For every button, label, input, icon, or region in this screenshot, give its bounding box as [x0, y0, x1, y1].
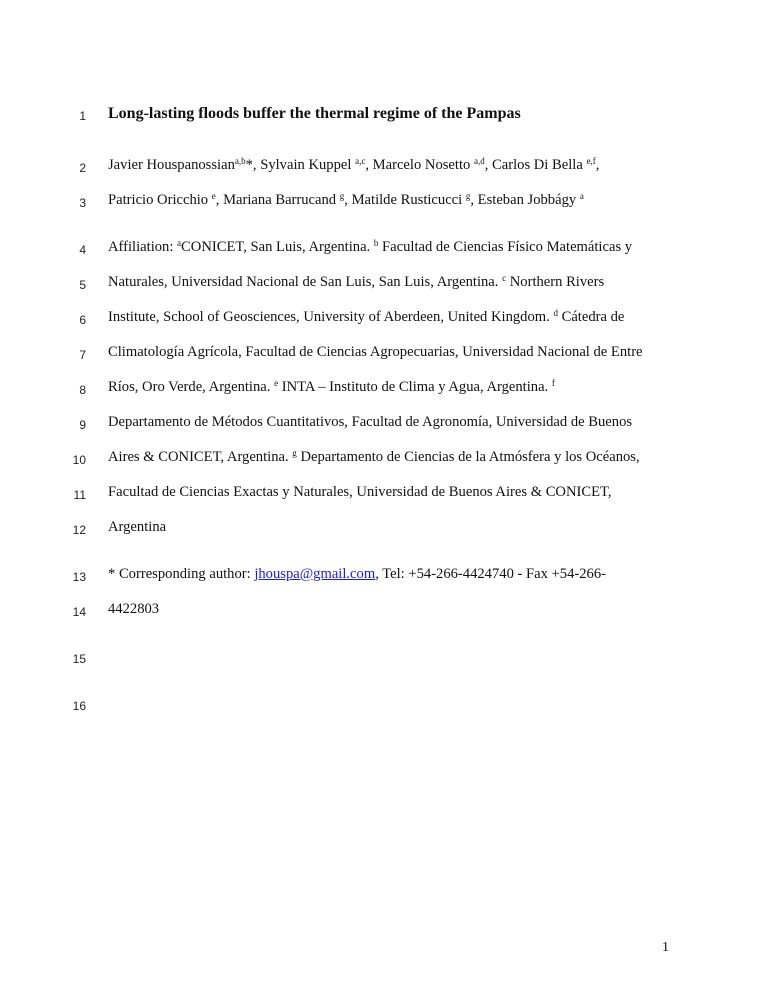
line-number: 10 [72, 453, 86, 467]
line-number: 1 [79, 109, 86, 123]
affiliation-line: Climatología Agrícola, Facultad de Ciencias Agropecuarias, Universidad Nacional de Entre [108, 344, 643, 360]
corresponding-author-line: 4422803 [108, 601, 160, 617]
affiliation-marker: a [579, 191, 584, 201]
author-name: , Sylvain Kuppel [252, 157, 352, 173]
line-number: 15 [72, 652, 86, 666]
affiliation-text: Institute, School of Geosciences, University of Aberdeen, United Kingdom. [108, 309, 554, 325]
affiliation-marker: f [551, 378, 555, 388]
affiliation-text: Departamento de Ciencias de la Atmósfera y los Océanos, [296, 449, 640, 465]
affiliation-marker: e [274, 378, 279, 388]
author-name: , Matilde Rusticucci [344, 192, 463, 208]
line-number: 12 [72, 523, 86, 537]
affiliation-label: Affiliation: [108, 239, 178, 255]
line-number: 13 [72, 570, 86, 584]
affiliation-marker: d [553, 308, 558, 318]
line-number: 5 [79, 278, 86, 292]
author-name: , Carlos Di Bella [484, 157, 583, 173]
line-number: 6 [79, 313, 86, 327]
affiliation-line [108, 449, 640, 466]
contact-numbers: , Tel: +54-266-4424740 - Fax +54-266- [375, 566, 606, 582]
author-name: , Esteban Jobbágy [470, 192, 577, 208]
author-name: Patricio Oricchio [108, 192, 209, 208]
affiliation-line: Argentina [108, 519, 167, 535]
author-line [108, 192, 584, 209]
author-name: Javier Houspanossian [108, 157, 235, 173]
punctuation: , [595, 157, 600, 173]
affiliation-text: Cátedra de [557, 309, 625, 325]
line-number: 8 [79, 383, 86, 397]
line-number: 14 [72, 605, 86, 619]
page-number: 1 [662, 940, 669, 955]
affiliation-text: INTA – Instituto de Clima y Agua, Argentina. [278, 379, 552, 395]
line-number: 16 [72, 699, 86, 713]
affiliation-marker: a,c [355, 156, 366, 166]
email-link[interactable]: jhouspa@gmail.com [254, 566, 376, 582]
affiliation-marker: e,f [586, 156, 596, 166]
affiliation-line: Facultad de Ciencias Exactas y Naturales, Universidad de Buenos Aires & CONICET, [108, 484, 612, 500]
corresponding-marker: * [245, 157, 253, 173]
affiliation-line: Departamento de Métodos Cuantitativos, Facultad de Agronomía, Universidad de Buenos [108, 414, 633, 430]
affiliation-marker: c [502, 273, 507, 283]
affiliation-marker: e [211, 191, 216, 201]
affiliation-marker: g [339, 191, 345, 201]
affiliation-text: CONICET, San Luis, Argentina. [181, 239, 374, 255]
affiliation-text: Naturales, Universidad Nacional de San Luis, San Luis, Argentina. [108, 274, 503, 290]
affiliation-marker: g [292, 448, 297, 458]
line-number: 3 [79, 196, 86, 210]
affiliation-line [108, 274, 604, 291]
paper-title: Long-lasting floods buffer the thermal regime of the Pampas [108, 105, 521, 122]
affiliation-line [108, 379, 555, 396]
author-line [108, 157, 599, 174]
affiliation-marker: b [373, 238, 379, 248]
author-name: , Mariana Barrucand [215, 192, 337, 208]
affiliation-text: Northern Rivers [506, 274, 605, 290]
affiliation-line [108, 239, 632, 256]
affiliation-marker: g [465, 191, 471, 201]
author-name: , Marcelo Nosetto [365, 157, 471, 173]
line-number: 2 [79, 161, 86, 175]
affiliation-text: Aires & CONICET, Argentina. [108, 449, 293, 465]
affiliation-line [108, 309, 624, 326]
corresponding-author-line [108, 566, 606, 583]
affiliation-marker: a,b [234, 156, 246, 166]
line-number: 4 [79, 243, 86, 257]
line-number: 9 [79, 418, 86, 432]
affiliation-text: Ríos, Oro Verde, Argentina. [108, 379, 275, 395]
line-number: 7 [79, 348, 86, 362]
line-number: 11 [73, 488, 86, 502]
affiliation-marker: a,d [473, 156, 485, 166]
corresponding-label: * Corresponding author: [108, 566, 255, 582]
affiliation-text: Facultad de Ciencias Físico Matemáticas y [382, 239, 633, 255]
affiliation-marker: a [177, 238, 182, 248]
